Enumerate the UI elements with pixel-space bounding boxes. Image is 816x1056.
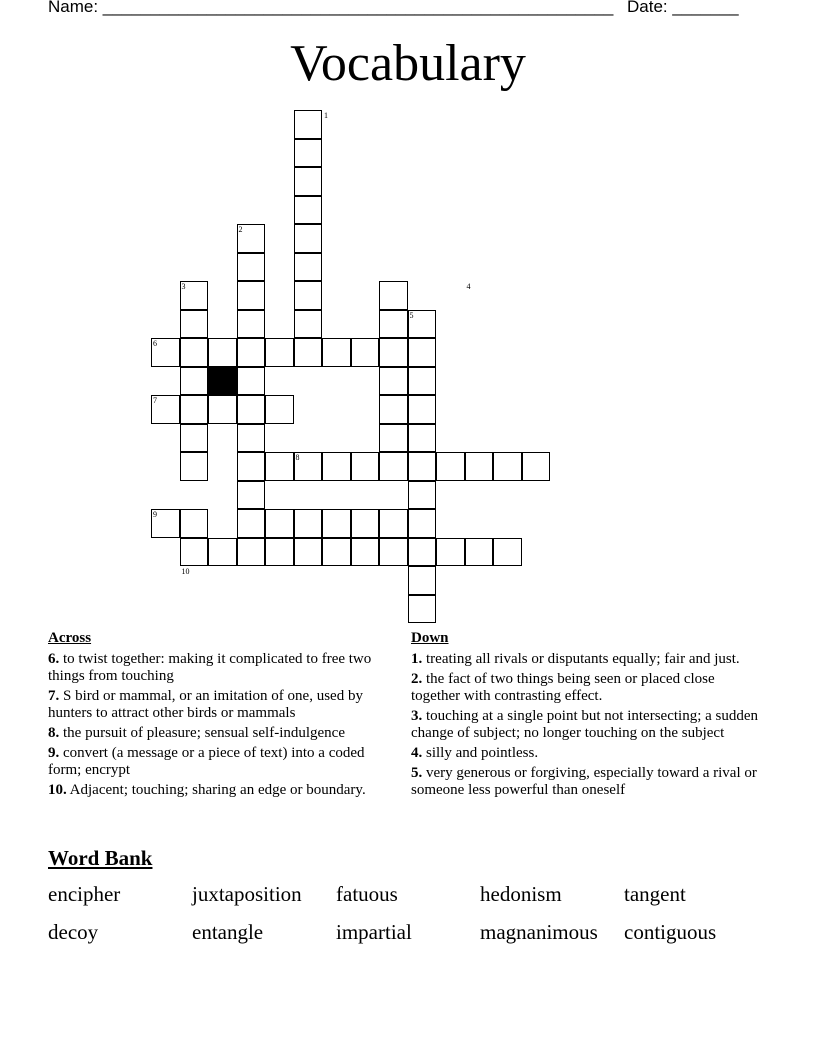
across-clue — [48, 782, 398, 799]
grid-cell[interactable] — [208, 538, 237, 567]
grid-cell[interactable] — [180, 338, 209, 367]
grid-cell[interactable] — [265, 395, 294, 424]
grid-cell[interactable] — [379, 281, 408, 310]
clue-text: Adjacent; touching; sharing an edge or boundary. — [66, 782, 366, 798]
clue-number-label: 1 — [324, 111, 328, 120]
grid-cell[interactable] — [465, 452, 494, 481]
grid-cell[interactable] — [237, 481, 266, 510]
clue-text: silly and pointless. — [422, 745, 539, 761]
grid-cell[interactable] — [379, 367, 408, 396]
grid-cell[interactable] — [379, 338, 408, 367]
grid-cell[interactable] — [294, 139, 323, 168]
across-clue — [48, 651, 398, 685]
grid-cell[interactable] — [522, 452, 551, 481]
grid-cell[interactable] — [265, 538, 294, 567]
clue-text: the fact of two things being seen or placed close together with contrasting effect. — [411, 671, 715, 704]
grid-cell[interactable] — [294, 110, 323, 139]
grid-cell[interactable] — [208, 338, 237, 367]
clue-number: 3. — [411, 708, 423, 724]
clue-number-label: 5 — [409, 310, 414, 320]
grid-cell[interactable] — [379, 424, 408, 453]
down-clue — [411, 765, 766, 799]
word-bank-word: tangent — [624, 882, 686, 906]
grid-cell[interactable] — [493, 452, 522, 481]
word-bank-word: juxtaposition — [192, 882, 302, 906]
clue-text: very generous or forgiving, especially toward a rival or someone less powerful than oneself — [411, 765, 757, 798]
clue-number-label: 9 — [153, 510, 157, 519]
grid-cell[interactable] — [237, 538, 266, 567]
grid-cell[interactable] — [237, 424, 266, 453]
word-bank-word: fatuous — [336, 882, 398, 906]
grid-cell[interactable] — [180, 395, 209, 424]
grid-cell[interactable] — [351, 338, 380, 367]
grid-cell[interactable] — [237, 367, 266, 396]
clue-number-label: 7 — [153, 396, 157, 405]
word-bank-row — [48, 920, 768, 958]
grid-cell[interactable] — [379, 538, 408, 567]
grid-cell[interactable] — [351, 509, 380, 538]
grid-cell[interactable] — [465, 538, 494, 567]
grid-cell[interactable] — [408, 452, 437, 481]
clue-number-label: 3 — [181, 282, 186, 291]
grid-cell[interactable] — [379, 509, 408, 538]
grid-cell[interactable] — [408, 566, 437, 595]
grid-cell[interactable] — [322, 509, 351, 538]
grid-cell[interactable] — [408, 395, 437, 424]
grid-cell[interactable] — [180, 452, 209, 481]
grid-cell[interactable] — [493, 538, 522, 567]
grid-cell[interactable] — [294, 310, 323, 339]
grid-cell[interactable] — [180, 538, 209, 567]
clue-number: 5. — [411, 765, 423, 781]
grid-cell[interactable] — [237, 509, 266, 538]
grid-block — [208, 367, 237, 396]
word-bank-word: decoy — [48, 920, 99, 944]
across-clue — [48, 725, 398, 742]
grid-cell[interactable] — [237, 253, 266, 282]
grid-cell[interactable] — [379, 452, 408, 481]
word-bank-word: encipher — [48, 882, 121, 906]
grid-cell[interactable] — [351, 538, 380, 567]
down-clue — [411, 651, 766, 668]
grid-cell[interactable] — [265, 509, 294, 538]
grid-cell[interactable] — [408, 509, 437, 538]
grid-cell[interactable] — [408, 595, 437, 624]
grid-cell[interactable] — [322, 538, 351, 567]
clue-text: touching at a single point but not intersecting; a sudden change of subject; no longer touching on the subject — [411, 708, 759, 741]
down-clues — [411, 630, 766, 802]
down-clue — [411, 708, 766, 742]
grid-cell[interactable] — [322, 452, 351, 481]
clue-number: 9. — [48, 745, 60, 761]
clue-number: 4. — [411, 745, 423, 761]
down-clue — [411, 745, 766, 762]
down-clue — [411, 671, 766, 705]
grid-cell[interactable] — [208, 395, 237, 424]
grid-cell[interactable] — [237, 452, 266, 481]
word-bank — [48, 882, 768, 958]
across-clue — [48, 688, 398, 722]
grid-cell[interactable] — [237, 338, 266, 367]
grid-cell[interactable] — [294, 538, 323, 567]
clue-number-label: 2 — [238, 225, 243, 234]
clue-number-label: 6 — [153, 339, 157, 348]
grid-cell[interactable] — [379, 395, 408, 424]
grid-cell[interactable] — [180, 310, 209, 339]
grid-cell[interactable] — [408, 367, 437, 396]
word-bank-word: entangle — [192, 920, 264, 944]
clue-number: 6. — [48, 651, 60, 667]
grid-cell[interactable] — [408, 338, 437, 367]
clue-number: 8. — [48, 725, 60, 741]
across-clues — [48, 630, 398, 802]
clue-text: S bird or mammal, or an imitation of one, used by hunters to attract other birds or mammals — [48, 688, 363, 721]
grid-cell[interactable] — [322, 338, 351, 367]
grid-cell[interactable] — [237, 310, 266, 339]
grid-cell[interactable] — [379, 310, 408, 339]
clue-number: 1. — [411, 651, 423, 667]
grid-cell[interactable] — [237, 395, 266, 424]
grid-cell[interactable] — [294, 338, 323, 367]
word-bank-word: magnanimous — [480, 920, 598, 944]
grid-cell[interactable] — [294, 281, 323, 310]
grid-cell[interactable] — [408, 424, 437, 453]
clue-text: the pursuit of pleasure; sensual self-indulgence — [59, 725, 345, 741]
grid-cell[interactable] — [408, 481, 437, 510]
grid-cell[interactable] — [294, 167, 323, 196]
grid-cell[interactable] — [351, 452, 380, 481]
grid-cell[interactable] — [180, 509, 209, 538]
across-heading: Across — [48, 630, 92, 646]
clue-text: to twist together: making it complicated to free two things from touching — [48, 651, 372, 684]
word-bank-word: impartial — [336, 920, 412, 944]
page-title: Vocabulary — [290, 35, 526, 92]
grid-cell[interactable] — [294, 253, 323, 282]
grid-cell[interactable] — [436, 538, 465, 567]
clue-number: 7. — [48, 688, 60, 704]
grid-cell[interactable] — [294, 509, 323, 538]
clue-number-label: 10 — [181, 567, 190, 576]
grid-cell[interactable] — [294, 196, 323, 225]
clue-number-label: 8 — [295, 453, 300, 462]
clue-text: treating all rivals or disputants equally; fair and just. — [422, 651, 740, 667]
across-clue — [48, 745, 398, 779]
clue-number-label: 4 — [466, 282, 471, 291]
grid-cell[interactable] — [436, 452, 465, 481]
word-bank-title: Word Bank — [48, 846, 153, 870]
grid-cell[interactable] — [294, 224, 323, 253]
date-field-label: Date: _______ — [627, 0, 739, 16]
grid-cell[interactable] — [408, 538, 437, 567]
down-heading: Down — [411, 630, 449, 646]
clue-number: 10. — [48, 782, 67, 798]
grid-cell[interactable] — [180, 367, 209, 396]
grid-cell[interactable] — [237, 281, 266, 310]
clue-text: convert (a message or a piece of text) into a coded form; encrypt — [48, 745, 365, 778]
word-bank-row — [48, 882, 768, 920]
word-bank-word: hedonism — [480, 882, 562, 906]
grid-cell[interactable] — [265, 338, 294, 367]
clue-number: 2. — [411, 671, 423, 687]
word-bank-word: contiguous — [624, 920, 717, 944]
grid-cell[interactable] — [265, 452, 294, 481]
grid-cell[interactable] — [180, 424, 209, 453]
name-field-label: Name: ______________________________________________________ — [48, 0, 614, 16]
